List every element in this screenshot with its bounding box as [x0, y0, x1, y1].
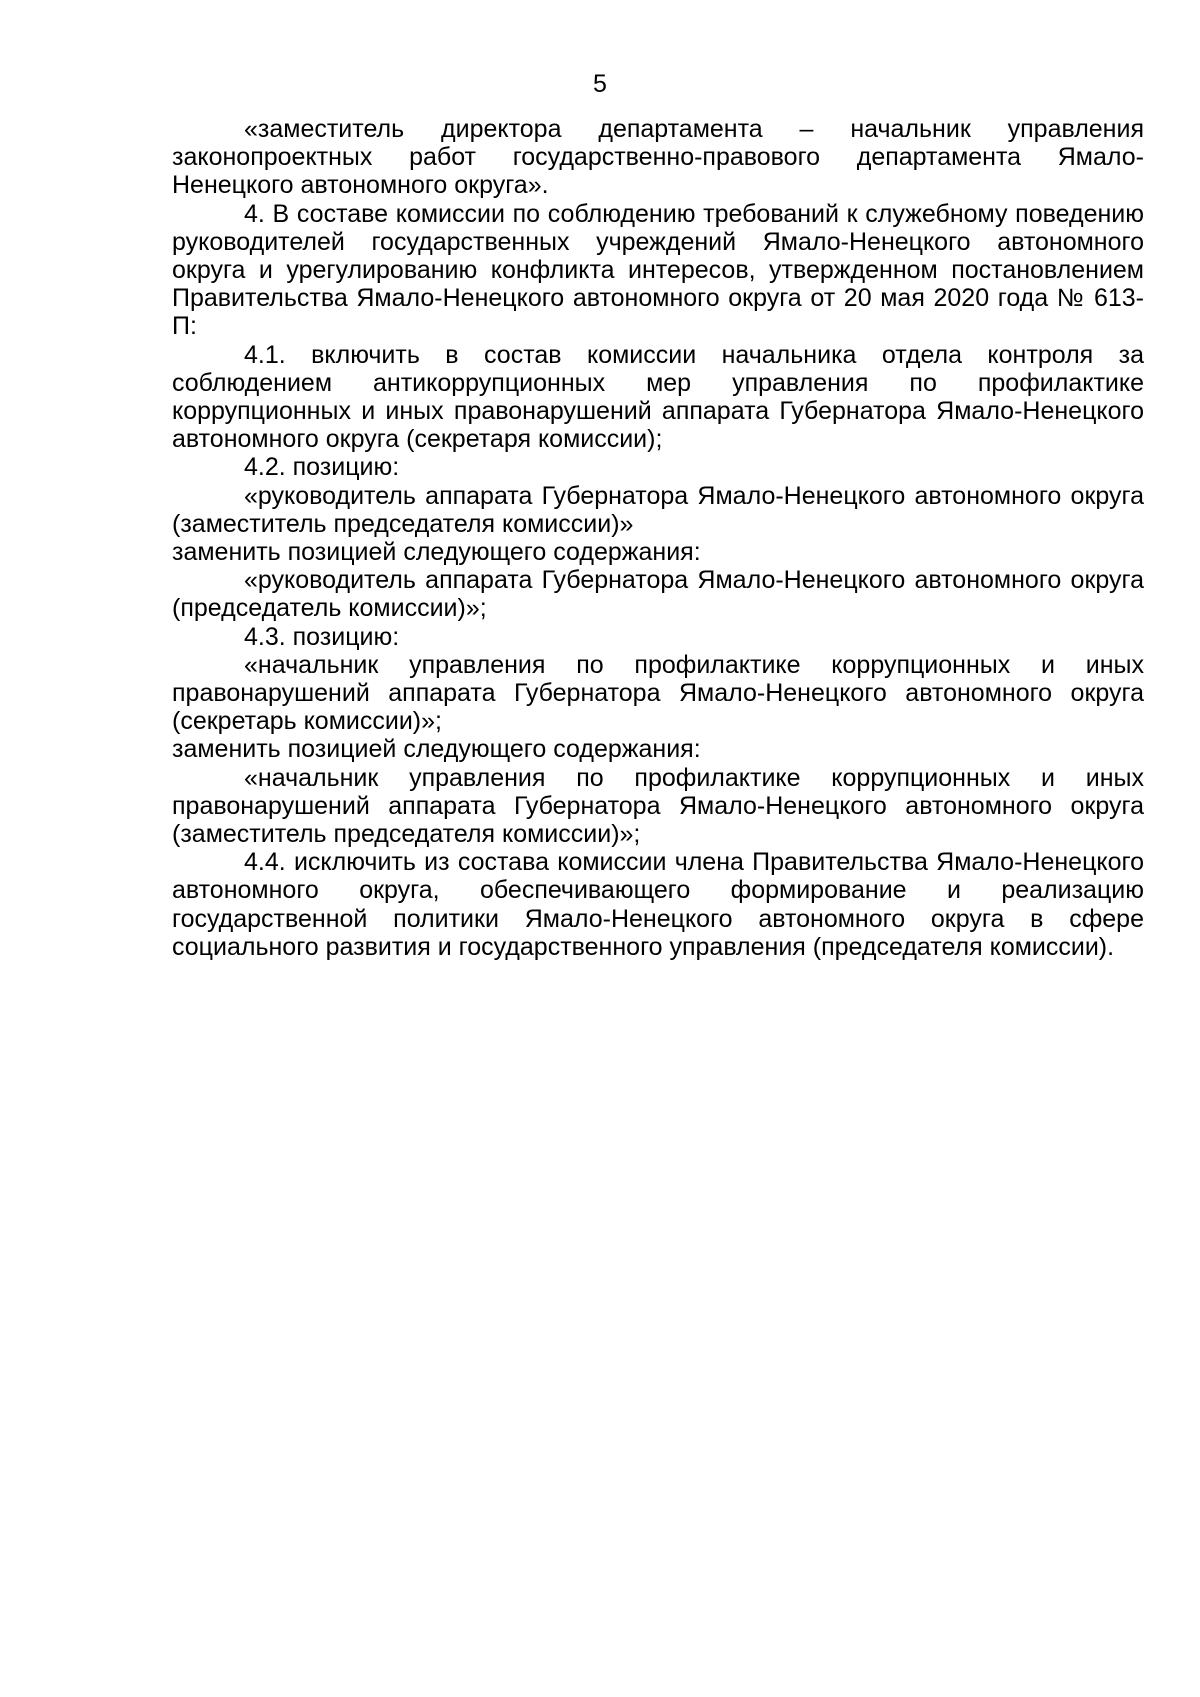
- paragraph: 4.4. исключить из состава комиссии члена Правительства Ямало-Ненецкого автономного округа, обеспечивающего формирование и реализацию государственной политики Ямало-Ненецкого автономного округа в сфере социального развития и государственного управления (председателя комиссии).: [172, 848, 1144, 961]
- paragraph: «начальник управления по профилактике коррупционных и иных правонарушений аппарата Губернатора Ямало-Ненецкого автономного округа (секретарь комиссии)»;: [172, 650, 1144, 736]
- paragraph: «руководитель аппарата Губернатора Ямало-Ненецкого автономного округа (председатель комиссии)»;: [172, 566, 1144, 623]
- paragraph: 4.1. включить в состав комиссии начальника отдела контроля за соблюдением антикоррупционных мер управления по профилактике коррупционных и иных правонарушений аппарата Губернатора Ямало-Ненецкого автономного округа (секретаря комиссии);: [172, 340, 1144, 454]
- paragraph: заменить позицией следующего содержания:: [172, 538, 701, 567]
- paragraph: заменить позицией следующего содержания:: [172, 735, 701, 764]
- page-number: 5: [593, 70, 607, 98]
- paragraph: «руководитель аппарата Губернатора Ямало-Ненецкого автономного округа (заместитель председателя комиссии)»: [172, 481, 1144, 538]
- paragraph: 4.3. позицию:: [244, 622, 400, 651]
- paragraph: «заместитель директора департамента – начальник управления законопроектных работ государственно-правового департамента Ямало-Ненецкого автономного округа».: [172, 115, 1144, 200]
- document-body: [172, 115, 1144, 961]
- paragraph: 4. В составе комиссии по соблюдению требований к служебному поведению руководителей государственных учреждений Ямало-Ненецкого автономного округа и урегулированию конфликта интересов, утвержденном постановлением Правительства Ямало-Ненецкого автономного округа от 20 мая 2020 года № 613-П:: [172, 199, 1144, 341]
- paragraph: 4.2. позицию:: [244, 453, 400, 482]
- paragraph: «начальник управления по профилактике коррупционных и иных правонарушений аппарата Губернатора Ямало-Ненецкого автономного округа (заместитель председателя комиссии)»;: [172, 763, 1144, 849]
